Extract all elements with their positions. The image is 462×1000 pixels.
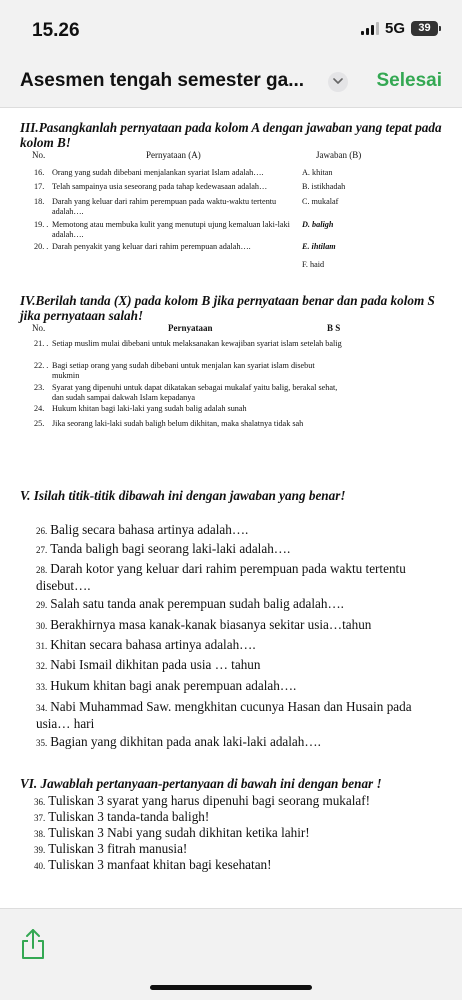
list-item: 39. Tuliskan 3 fitrah manusia! [34, 841, 188, 856]
list-item: 27. Tanda baligh bagi seorang laki-laki adalah…. [36, 541, 291, 556]
bottom-toolbar [0, 908, 462, 1000]
document-title: Asesmen tengah semester ga... [20, 70, 305, 91]
col-bs: B S [327, 323, 341, 333]
list-item: 26. Balig secara bahasa artinya adalah…. [36, 522, 249, 537]
chevron-down-icon[interactable] [328, 72, 348, 92]
document-page[interactable]: III.Pasangkanlah pernyataan pada kolom A dengan jawaban yang tepat pada kolom B! No. Pernyataan (A) Jawaban (B) 16. Orang yang sudah dibebani menjalankan syariat Islam adalah…. A. khitan 17. Telah sampainya usia seseorang pada tahap kedewasaan adalah… B. istikhadah 18. Darah yang keluar dari rahim perempuan pada waktu-waktu tertentu adalah…. C. mukalaf 19. . Memotong atau membuka kulit yang menutupi ujung kemaluan laki-laki adalah…. D. baligh 20. . Darah penyakit yang keluar dari rahim perempuan adalah…. E. ihtilam F. haid IV.Berilah tanda (X) pada kolom B jika pernyataan benar dan pada kolom S jika pernyataan salah! No. Pernyataan B S 21. . Setiap muslim mulai dibebani untuk melaksanakan kewajiban syariat islam setelah balig 22. . Bagi setiap orang yang sudah dibebani untuk menjalan kan syariat islam disebut mukmin 23. Syarat yang dipenuhi untuk dapat dikatakan sebagai mukalaf yaitu balig, berakal sehat, dan sudah sampai dakwah Islam kepadanya 24. Hukum khitan bagi laki-laki yang sudah balig adalah sunah 25. Jika seorang laki-laki sudah baligh belum dikhitan, maka shalatnya tidak sah V. Isilah titik-titik dibawah ini dengan jawaban yang benar! 26. Balig secara bahasa artinya adalah…. 27. Tanda baligh bagi seorang laki-laki adalah…. 28. Darah kotor yang keluar dari rahim perempuan pada waktu tertentu disebut…. 29. Salah satu tanda anak perempuan sudah balig adalah…. 30. Berakhirnya masa kanak-kanak biasanya sekitar usia…tahun 31. Khitan secara bahasa artinya adalah…. 32. Nabi Ismail dikhitan pada usia … tahun 33. Hukum khitan bagi anak perempuan adalah…. 34. Nabi Muhammad Saw. mengkhitan cucunya Hasan dan Husain pada usia… hari 35. Bagian yang dikhitan pada anak laki-laki adalah…. VI. Jawablah pertanyaan-pertanyaan di bawah ini dengan benar ! 36. Tuliskan 3 syarat yang harus dipenuhi bagi seorang mukalaf! 37. Tuliskan 3 tanda-tanda baligh! 38. Tuliskan 3 Nabi yang sudah dikhitan ketika lahir! 39. Tuliskan 3 fitrah manusia! 40. Tuliskan 3 manfaat khitan bagi kesehatan! [0, 108, 462, 908]
battery-icon: 39 [411, 21, 438, 36]
list-item: 35. Bagian yang dikhitan pada anak laki-laki adalah…. [36, 734, 321, 749]
signal-icon [361, 22, 379, 35]
section-3-title: III.Pasangkanlah pernyataan pada kolom A dengan jawaban yang tepat pada kolom B! [20, 120, 442, 150]
list-item: 34. Nabi Muhammad Saw. mengkhitan cucunya Hasan dan Husain pada usia… hari [36, 699, 412, 731]
status-indicators [361, 20, 438, 37]
col-no: No. [32, 323, 46, 333]
list-item: 32. Nabi Ismail dikhitan pada usia … tahun [36, 657, 261, 672]
list-item: 33. Hukum khitan bagi anak perempuan adalah…. [36, 678, 297, 693]
list-item: 36. Tuliskan 3 syarat yang harus dipenuhi bagi seorang mukalaf! [34, 793, 371, 808]
home-indicator[interactable] [150, 985, 312, 990]
status-time: 15.26 [32, 20, 80, 41]
done-button[interactable]: Selesai [376, 70, 442, 91]
status-bar [0, 0, 462, 56]
list-item: 30. Berakhirnya masa kanak-kanak biasanya sekitar usia…tahun [36, 617, 372, 632]
list-item: 28. Darah kotor yang keluar dari rahim perempuan pada waktu tertentu disebut…. [36, 561, 406, 593]
list-item: 40. Tuliskan 3 manfaat khitan bagi kesehatan! [34, 857, 272, 872]
share-icon[interactable] [18, 927, 48, 961]
col-answer: Jawaban (B) [316, 150, 362, 160]
col-no: No. [32, 150, 46, 160]
nav-bar [0, 56, 462, 108]
col-statement: Pernyataan [168, 323, 213, 333]
section-5-title: V. Isilah titik-titik dibawah ini dengan jawaban yang benar! [20, 488, 346, 503]
network-type: 5G [384, 20, 405, 37]
list-item: 29. Salah satu tanda anak perempuan sudah balig adalah…. [36, 596, 344, 611]
list-item: 37. Tuliskan 3 tanda-tanda baligh! [34, 809, 210, 824]
section-4-title: IV.Berilah tanda (X) pada kolom B jika pernyataan benar dan pada kolom S jika pernyataan salah! [20, 293, 435, 323]
col-statement: Pernyataan (A) [146, 150, 201, 160]
list-item: 38. Tuliskan 3 Nabi yang sudah dikhitan ketika lahir! [34, 825, 310, 840]
section-6-title: VI. Jawablah pertanyaan-pertanyaan di bawah ini dengan benar ! [20, 776, 382, 791]
list-item: 31. Khitan secara bahasa artinya adalah…. [36, 637, 256, 652]
